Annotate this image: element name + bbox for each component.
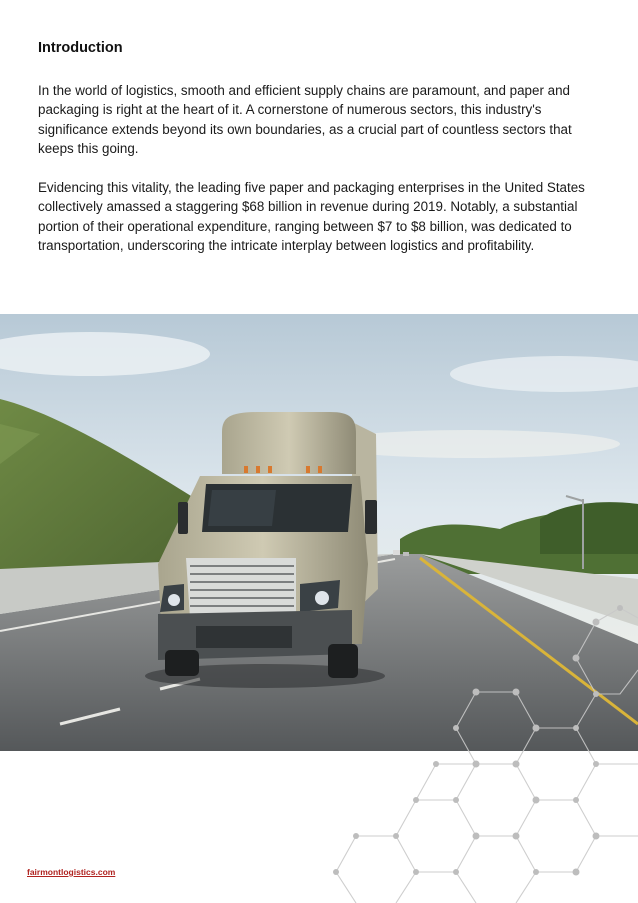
truck-on-highway-photo bbox=[0, 314, 638, 751]
footer-website-link[interactable]: fairmontlogistics.com bbox=[27, 867, 116, 877]
intro-paragraph-2: Evidencing this vitality, the leading five paper and packaging enterprises in the United States collectively amassed a staggering $68 billion in revenue during 2019. Notably, a substantial portion of their operational expenditure, ranging between $7 to $8 billion, was dedicated to transportation, underscoring the intricate interplay between logistics and profitability. bbox=[38, 180, 585, 253]
section-heading: Introduction bbox=[38, 40, 123, 56]
intro-paragraph-1: In the world of logistics, smooth and efficient supply chains are paramount, and paper and packaging is right at the heart of it. A cornerstone of numerous sectors, this industry's significance extends beyond its own boundaries, as a crucial part of countless sectors that keeps this going. bbox=[38, 83, 572, 156]
